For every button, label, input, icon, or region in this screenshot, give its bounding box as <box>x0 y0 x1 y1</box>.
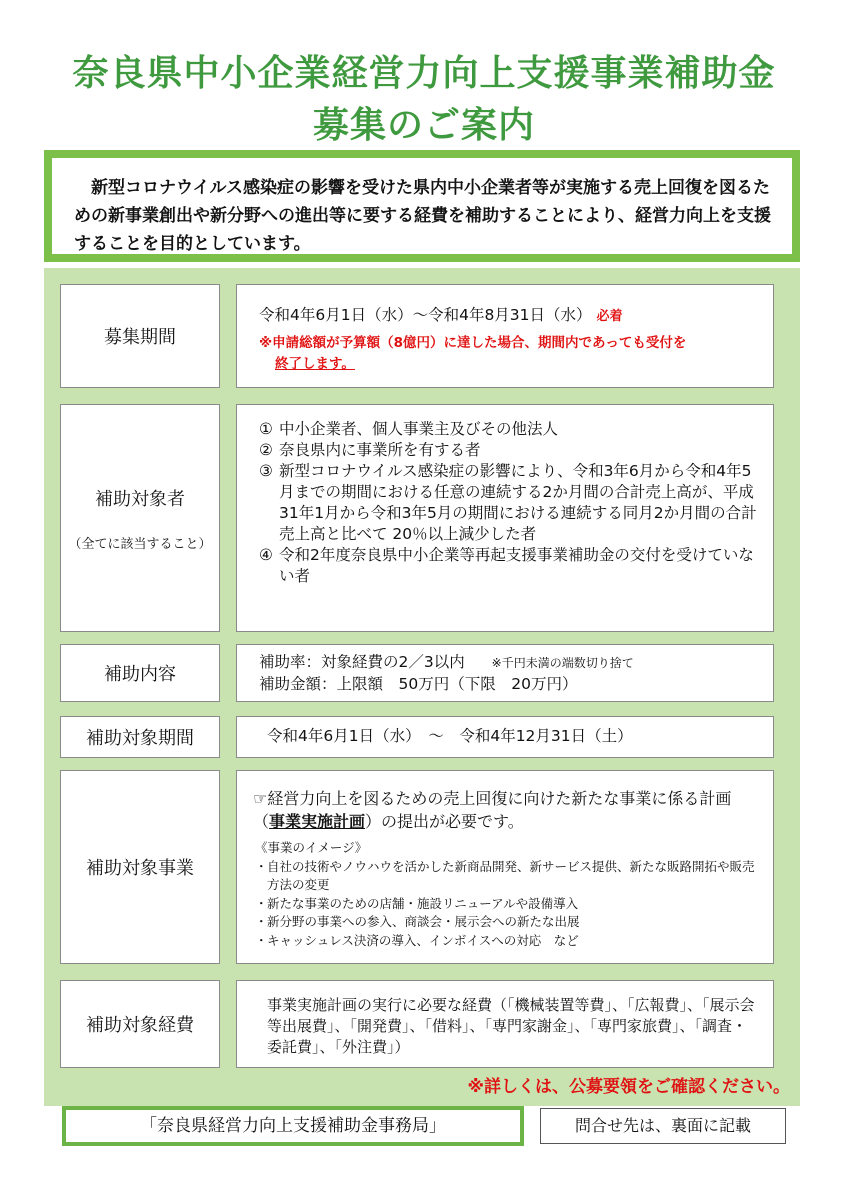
intro-text: 新型コロナウイルス感染症の影響を受けた県内中小企業者等が実施する売上回復を図るための新事業創出や新分野への進出等に要する経費を補助することにより、経営力向上を支援することを目的としています。 <box>52 158 792 254</box>
project-item-3: ・ 新分野の事業への参入、商談会・展示会への新たな出展 <box>255 914 580 929</box>
period-label: 募集期間 <box>104 327 176 348</box>
project-item-1: ・ 自社の技術やノウハウを活かした新商品開発、新サービス提供、新たな販路開拓や販売方法の変更 <box>255 858 755 892</box>
office-name: 「奈良県経営力向上支援補助金事務局」 <box>66 1110 520 1142</box>
project-label: 補助対象事業 <box>86 858 194 879</box>
period-label-box <box>60 284 220 388</box>
content-label-box <box>60 644 220 702</box>
period-note-a: ※申請総額が予算額（8億円）に達した場合、期間内であっても受付を <box>259 335 687 351</box>
project-image-title: 《事業のイメージ》 <box>255 840 368 855</box>
expense-value-box <box>236 980 774 1068</box>
project-main-pre: ☞経営力向上を図るための売上回復に向けた新たな事業に係る計画（ <box>253 789 732 831</box>
contact-note: 問合せ先は、裏面に記載 <box>540 1108 786 1144</box>
eligible-sub: （全てに該当すること） <box>68 536 212 552</box>
content-rate: 補助率：対象経費の2／3以内 <box>259 653 465 671</box>
eligible-value-box <box>236 404 774 632</box>
eligible-label: 補助対象者 <box>95 488 185 510</box>
period-dates: 令和4年6月1日（水）～令和4年8月31日（水） <box>259 306 592 324</box>
content-rate-note: ※千円未満の端数切り捨て <box>491 656 634 670</box>
content-amount: 補助金額：上限額 50万円（下限 20万円） <box>259 675 578 693</box>
expense-text: 事業実施計画の実行に必要な経費（「機械装置等費」、「広報費」、「展示会等出展費」、「開発費」、「借料」、「専門家謝金」、「専門家旅費」、「調査・委託費」、「外注費」） <box>267 996 755 1056</box>
guideline-note: ※詳しくは、公募要領をご確認ください。 <box>467 1077 790 1097</box>
project-main-post: ）の提出が必要です。 <box>365 812 524 831</box>
expense-label-box <box>60 980 220 1068</box>
period-required: 必着 <box>596 309 623 324</box>
target-period-value-box <box>236 716 774 758</box>
period-note-b: 終了します。 <box>275 356 355 372</box>
eligible-item-4: ④ 令和2年度奈良県中小企業等再起支援事業補助金の交付を受けていない者 <box>259 546 754 585</box>
target-period-label: 補助対象期間 <box>86 728 194 749</box>
page-title-line1: 奈良県中小企業経営力向上支援事業補助金 <box>72 53 776 94</box>
page-title-line2: 募集のご案内 <box>312 105 535 146</box>
project-label-box <box>60 770 220 964</box>
expense-label: 補助対象経費 <box>86 1015 194 1036</box>
intro-box <box>44 150 800 262</box>
period-value-box <box>236 284 774 388</box>
eligible-label-box <box>60 404 220 632</box>
content-value-box <box>236 644 774 702</box>
eligible-item-3: ③ 新型コロナウイルス感染症の影響により、令和3年6月から令和4年5月までの期間における任意の連続する2か月間の合計売上高が、平成31年1月から令和3年5月の期間における連続する同月2か月間の合計売上高と比べて 20％以上減少した者 <box>259 462 757 543</box>
project-value-box <box>236 770 774 964</box>
eligible-item-1: ① 中小企業者、個人事業主及びその他法人 <box>259 420 559 438</box>
target-period-label-box <box>60 716 220 758</box>
eligible-item-2: ② 奈良県内に事業所を有する者 <box>259 441 481 459</box>
project-item-4: ・ キャッシュレス決済の導入、インボイスへの対応 など <box>255 932 579 948</box>
project-item-2: ・ 新たな事業のための店舗・施設リニューアルや設備導入 <box>255 895 579 911</box>
office-banner <box>62 1106 524 1146</box>
page-title <box>30 48 818 152</box>
target-period-dates: 令和4年6月1日（水） ～ 令和4年12月31日（土） <box>267 727 633 745</box>
content-label: 補助内容 <box>104 664 176 685</box>
project-plan-link: 事業実施計画 <box>269 812 366 831</box>
